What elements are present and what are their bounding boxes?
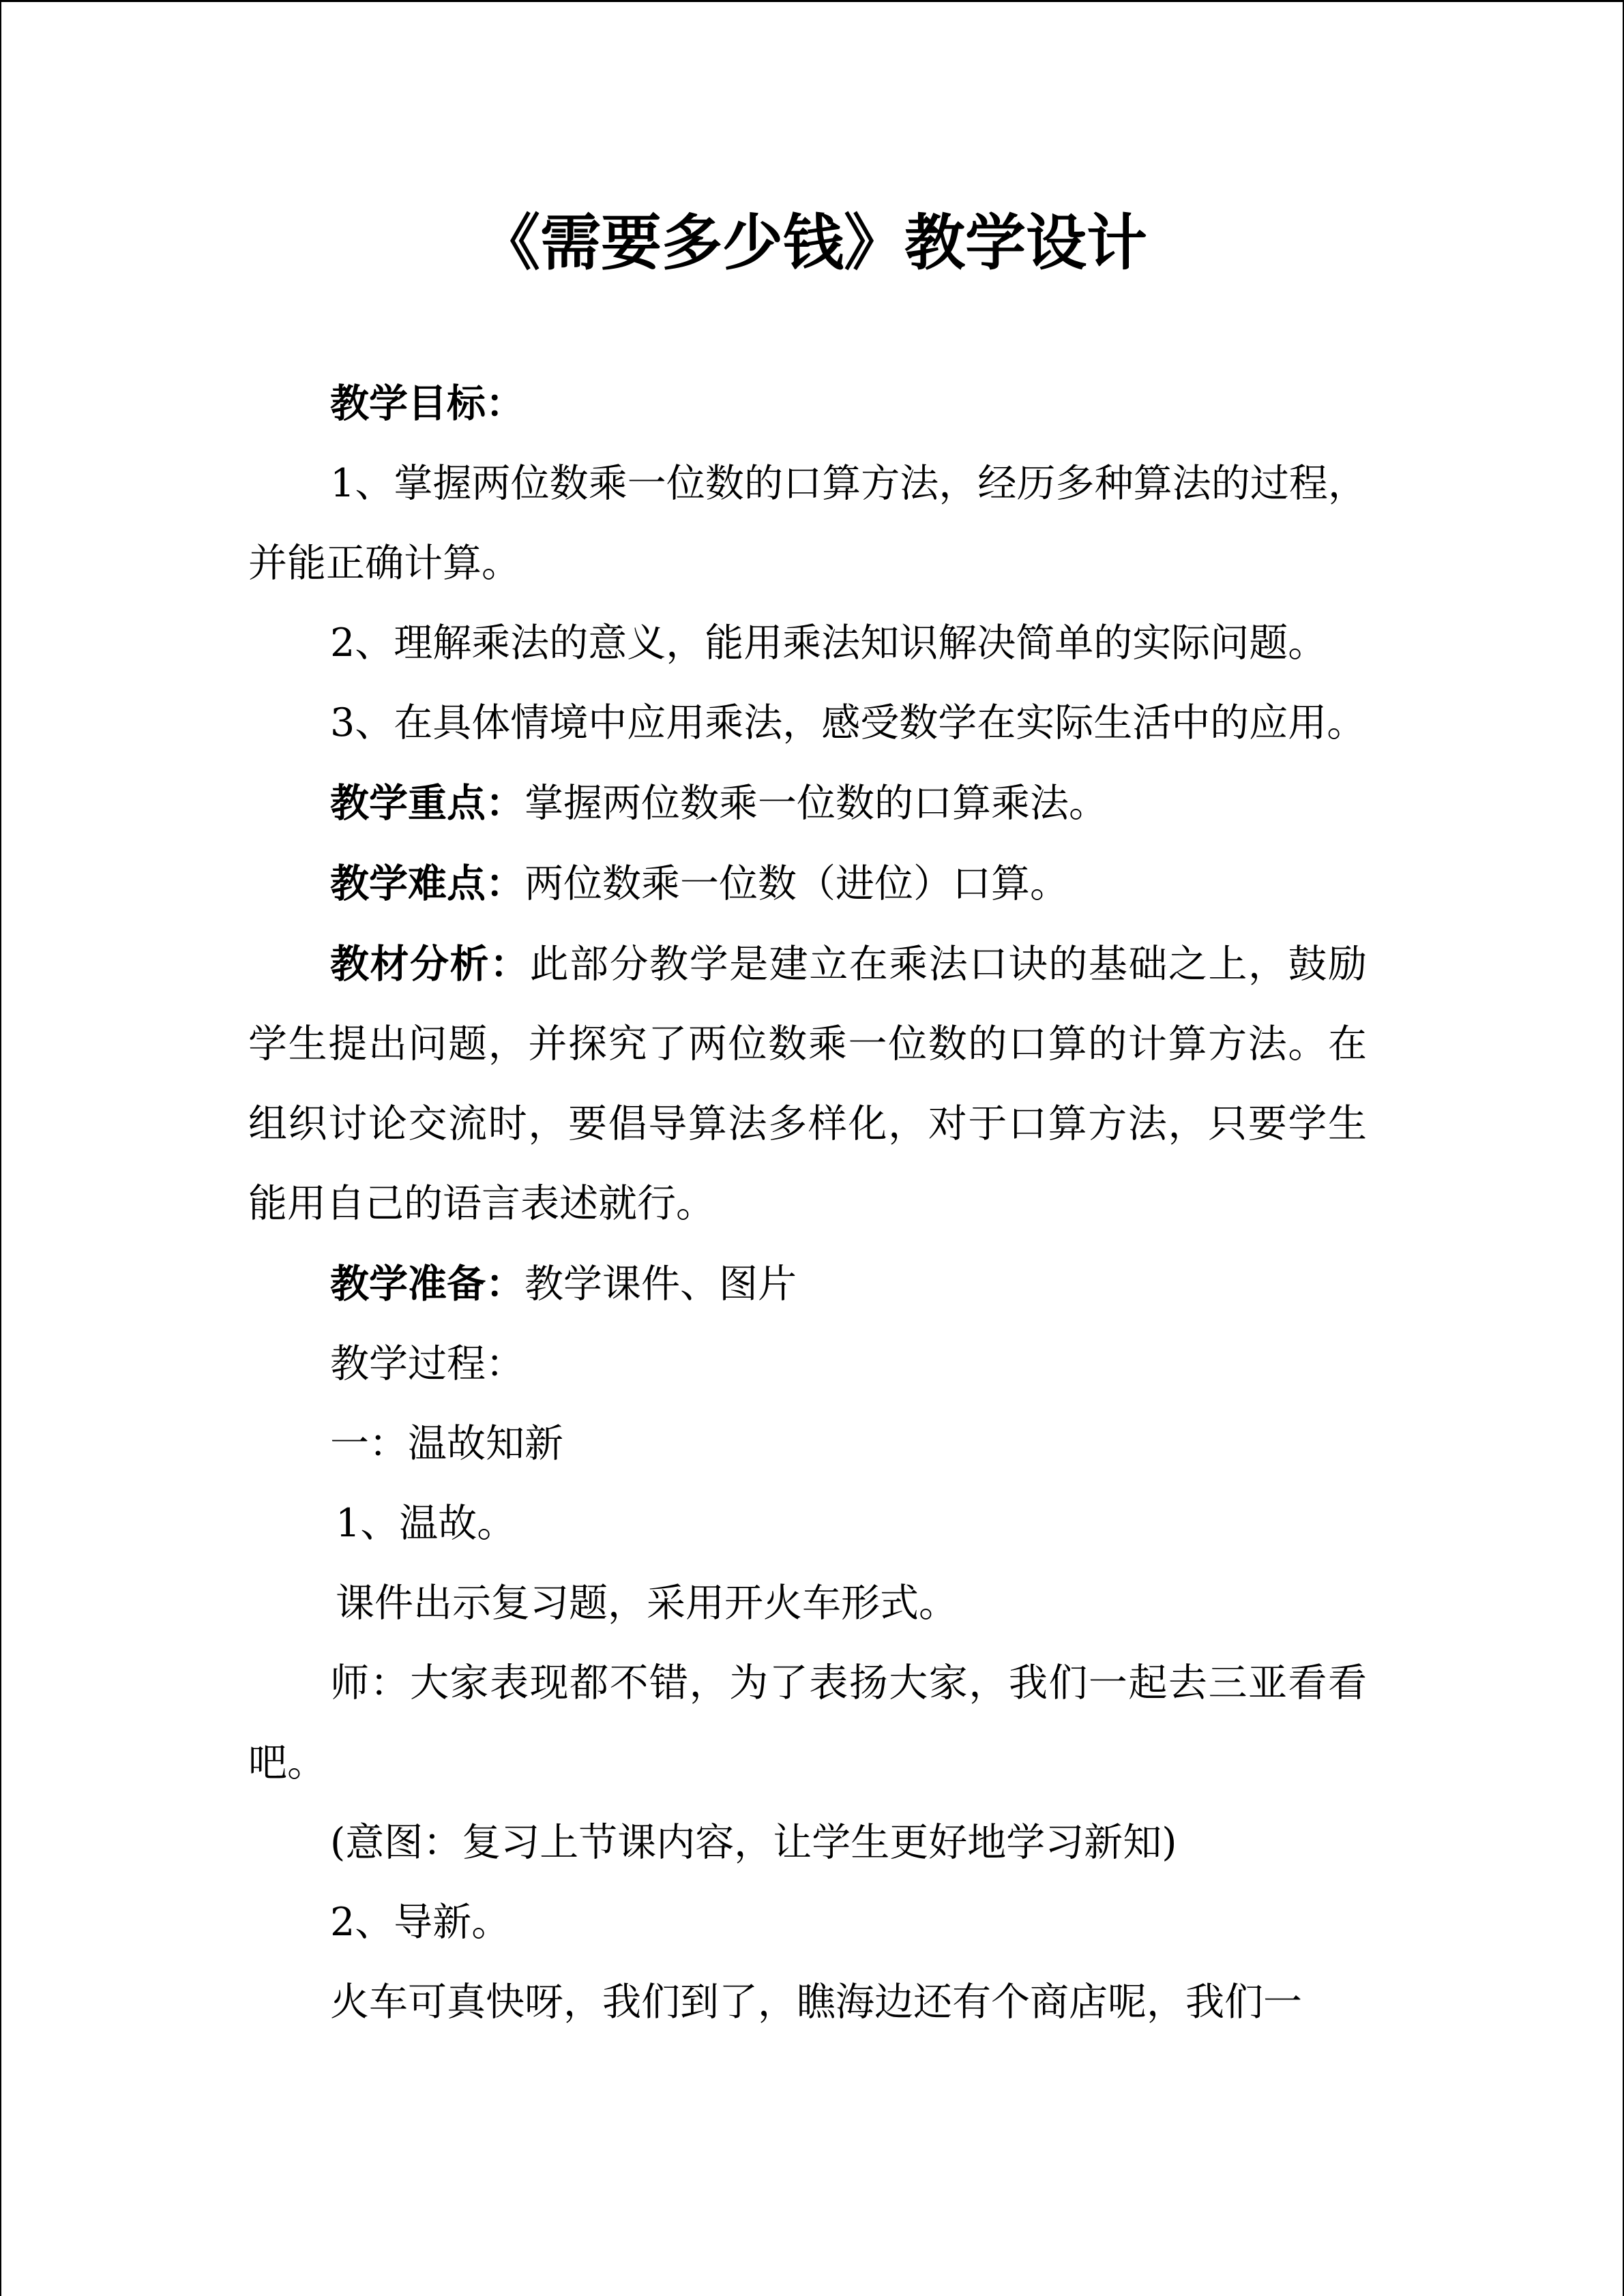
document-body <box>248 363 1367 2042</box>
process-heading: 教学过程： <box>330 1341 525 1386</box>
step2-text: 火车可真快呀，我们到了，瞧海边还有个商店呢，我们一 <box>330 1980 1302 2025</box>
objective-item-1: 1、掌握两位数乘一位数的口算方法，经历多种算法的过程，并能正确计算。 <box>248 461 1367 586</box>
preparation-label: 教学准备： <box>330 1261 525 1307</box>
section1-heading: 一：温故知新 <box>330 1421 563 1466</box>
step1-text: 课件出示复习题，采用开火车形式。 <box>336 1581 958 1626</box>
analysis-label: 教材分析： <box>330 941 530 987</box>
objectives-heading <box>248 363 1367 444</box>
difficulty-text: 两位数乘一位数（进位）口算。 <box>525 861 1069 906</box>
difficulty-label: 教学难点： <box>330 861 525 906</box>
key-point-text: 掌握两位数乘一位数的口算乘法。 <box>525 781 1108 826</box>
analysis-text: 此部分教学是建立在乘法口诀的基础之上，鼓励学生提出问题，并探究了两位数乘一位数的口算的计算方法。在组织讨论交流时，要倡导算法多样化，对于口算方法，只要学生能用自己的语言表述就行。 <box>248 942 1368 1226</box>
teacher-line: 师：大家表现都不错，为了表扬大家，我们一起去三亚看看吧。 <box>248 1660 1367 1785</box>
objective-item-3: 3、在具体情境中应用乘法，感受数学在实际生活中的应用。 <box>330 700 1366 745</box>
step1-heading: 1、温故。 <box>336 1501 516 1546</box>
objective-item-2: 2、理解乘法的意义，能用乘法知识解决简单的实际问题。 <box>330 621 1327 666</box>
intent-note: (意图：复习上节课内容，让学生更好地学习新知) <box>330 1820 1177 1865</box>
difficulty-paragraph <box>248 844 1367 924</box>
preparation-text: 教学课件、图片 <box>525 1262 797 1307</box>
preparation-paragraph <box>248 1244 1367 1324</box>
objectives-heading-text: 教学目标： <box>330 381 525 426</box>
key-point-label: 教学重点： <box>330 780 525 826</box>
step2-heading: 2、导新。 <box>330 1900 511 1945</box>
document-title: 《需要多少钱》教学设计 <box>479 207 1147 278</box>
analysis-paragraph <box>248 924 1367 1244</box>
key-point-paragraph <box>248 763 1367 844</box>
